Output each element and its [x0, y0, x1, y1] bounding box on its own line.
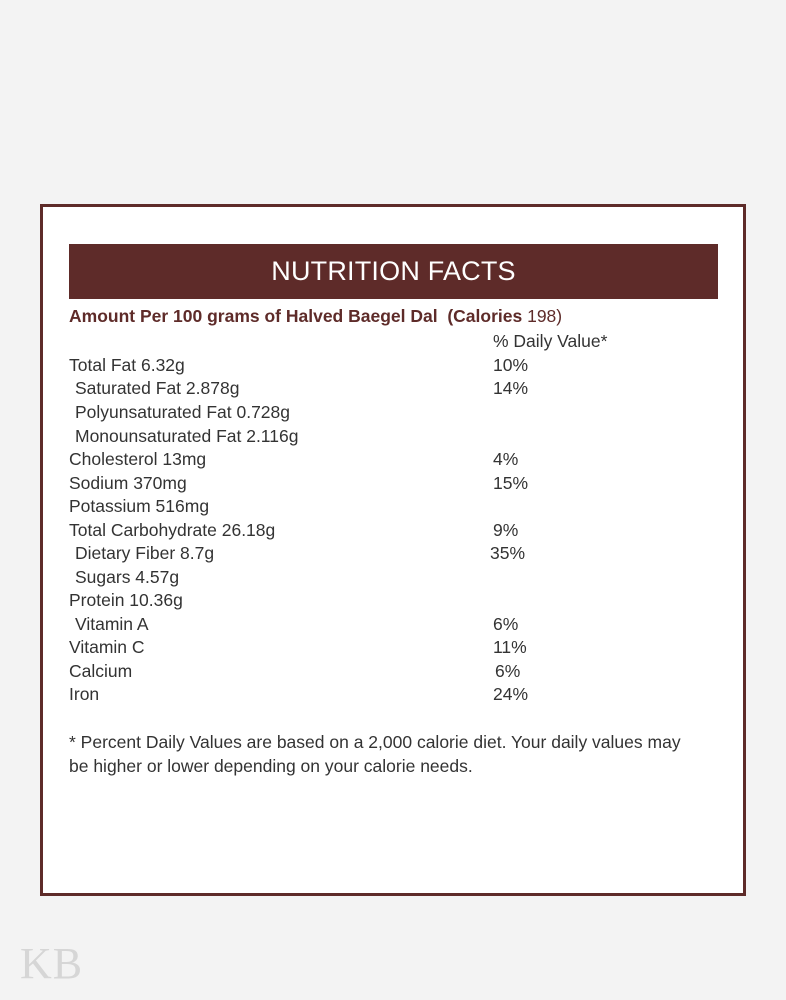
nutrient-percent: 6% — [495, 661, 521, 681]
nutrient-name: Dietary Fiber 8.7g — [75, 543, 215, 563]
nutrient-row — [69, 660, 689, 682]
nutrient-percent: 14% — [493, 378, 529, 398]
nutrient-row — [69, 683, 689, 705]
nutrient-row — [69, 495, 689, 517]
nutrient-name: Iron — [69, 684, 100, 704]
nutrient-name: Saturated Fat 2.878g — [75, 378, 240, 398]
nutrient-percent: 35% — [490, 543, 526, 563]
nutrient-row — [69, 636, 689, 658]
nutrient-name: Total Fat 6.32g — [69, 355, 185, 375]
nutrient-name: Polyunsaturated Fat 0.728g — [75, 402, 291, 422]
nutrient-row — [69, 377, 689, 399]
nutrient-percent: 24% — [493, 684, 529, 704]
amount-per-serving — [69, 306, 562, 327]
nutrient-name: Protein 10.36g — [69, 590, 183, 610]
nutrient-name: Vitamin A — [75, 614, 149, 634]
nutrient-percent: 6% — [493, 614, 519, 634]
nutrient-percent: 11% — [493, 637, 527, 657]
daily-value-footnote: * Percent Daily Values are based on a 2,000 calorie diet. Your daily values may be higher or lower depending on your calorie needs. — [69, 732, 681, 776]
nutrient-row — [69, 542, 689, 564]
daily-value-header: % Daily Value* — [493, 331, 608, 351]
nutrient-row — [69, 401, 689, 423]
nutrient-row — [69, 425, 689, 447]
nutrient-row — [69, 519, 689, 541]
amount-prefix: Amount Per 100 grams of Halved Baegel Dal (Calories — [69, 306, 523, 326]
nutrient-row — [69, 613, 689, 635]
nutrient-row — [69, 566, 689, 588]
nutrient-name: Potassium 516mg — [69, 496, 210, 516]
nutrient-name: Vitamin C — [69, 637, 145, 657]
nutrient-name: Cholesterol 13mg — [69, 449, 207, 469]
nutrient-percent: 10% — [493, 355, 529, 375]
nutrient-row — [69, 472, 689, 494]
nutrient-name: Total Carbohydrate 26.18g — [69, 520, 276, 540]
nutrient-percent: 9% — [493, 520, 519, 540]
nutrient-row — [69, 354, 689, 376]
nutrient-percent: 4% — [493, 449, 519, 469]
nutrient-row — [69, 589, 689, 611]
nutrient-name: Calcium — [69, 661, 133, 681]
nutrient-name: Sugars 4.57g — [75, 567, 180, 587]
nutrition-facts-card — [40, 204, 746, 896]
nutrient-name: Sodium 370mg — [69, 473, 187, 493]
nutrition-facts-title: NUTRITION FACTS — [69, 244, 718, 299]
nutrient-row — [69, 448, 689, 470]
calories-value: 198) — [522, 306, 563, 326]
nutrient-name: Monounsaturated Fat 2.116g — [75, 426, 299, 446]
kb-watermark-logo: KB — [20, 939, 84, 988]
nutrient-percent: 15% — [493, 473, 529, 493]
